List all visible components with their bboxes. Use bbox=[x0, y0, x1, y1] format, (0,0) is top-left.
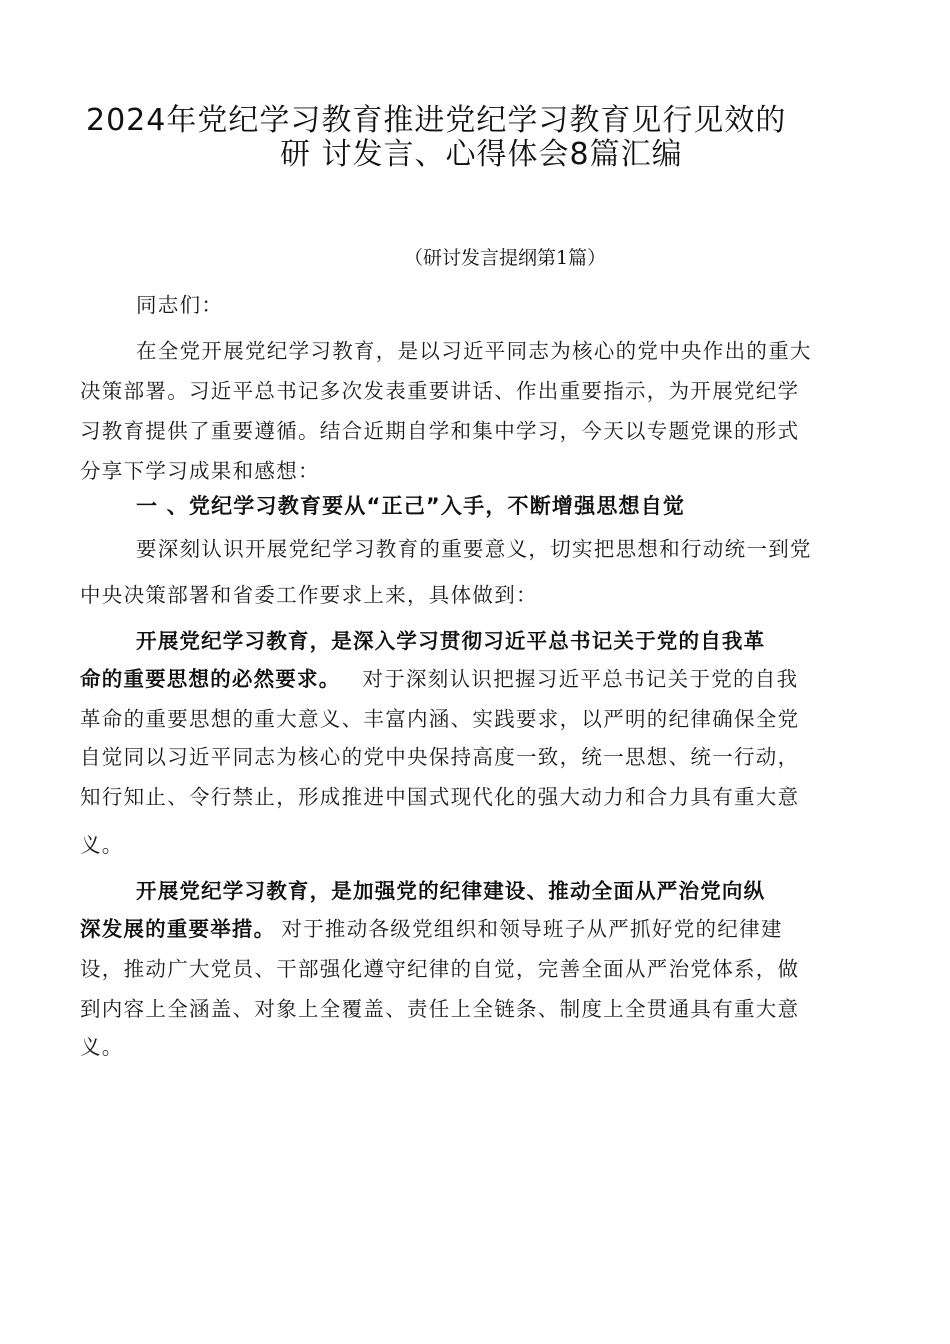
point2-line-4: 到内容上全涵盖、对象上全覆盖、责任上全链条、制度上全贯通具有重大意 bbox=[80, 997, 800, 1021]
point1-line-3: 革命的重要思想的重大意义、丰富内涵、实践要求，以严明的纪律确保全党 bbox=[80, 707, 800, 731]
point1-line-6: 义。 bbox=[80, 833, 124, 857]
point1-line-4: 自觉同以习近平同志为核心的党中央保持高度一致，统一思想、统一行动， bbox=[80, 745, 800, 769]
intro-line-1: 在全党开展党纪学习教育，是以习近平同志为核心的党中央作出的重大 bbox=[136, 339, 812, 363]
point1-line-5: 知行知止、令行禁止，形成推进中国式现代化的强大动力和合力具有重大意 bbox=[80, 785, 800, 809]
point2-line-5: 义。 bbox=[80, 1035, 124, 1059]
point2-line-2 bbox=[80, 912, 880, 942]
point1-bold-line-1: 开展党纪学习教育，是深入学习贯彻习近平总书记关于党的自我革 bbox=[136, 629, 766, 653]
point1-line-2 bbox=[80, 662, 880, 692]
intro-line-4: 分享下学习成果和感想： bbox=[80, 459, 320, 483]
section1-intro-line-1: 要深刻认识开展党纪学习教育的重要意义，切实把思想和行动统一到党 bbox=[136, 537, 812, 561]
section1-heading: 一 、党纪学习教育要从“正己”入手，不断增强思想自觉 bbox=[136, 494, 686, 518]
document-title-line1: 2024年党纪学习教育推进党纪学习教育见行见效的 bbox=[86, 103, 787, 138]
point2-line-3: 设，推动广大党员、干部强化遵守纪律的自觉，完善全面从严治党体系，做 bbox=[80, 957, 800, 981]
intro-line-3: 习教育提供了重要遵循。结合近期自学和集中学习，今天以专题党课的形式 bbox=[80, 419, 800, 443]
intro-line-2: 决策部署。习近平总书记多次发表重要讲话、作出重要指示，为开展党纪学 bbox=[80, 379, 800, 403]
greeting: 同志们： bbox=[136, 293, 224, 317]
point1-bold-line-2: 命的重要思想的必然要求。 bbox=[80, 667, 341, 691]
section1-intro-line-2: 中央决策部署和省委工作要求上来，具体做到： bbox=[80, 583, 538, 607]
document-title-line2: 研 讨发言、心得体会8篇汇编 bbox=[280, 137, 683, 172]
point2-bold-line-2: 深发展的重要举措。 bbox=[80, 917, 276, 941]
point2-line-2-rest: 对于推动各级党组织和领导班子从严抓好党的纪律建 bbox=[281, 917, 783, 941]
point2-bold-line-1: 开展党纪学习教育，是加强党的纪律建设、推动全面从严治党向纵 bbox=[136, 879, 766, 903]
document-subtitle: （研讨发言提纲第1篇） bbox=[404, 247, 607, 269]
point1-line-2-rest: 对于深刻认识把握习近平总书记关于党的自我 bbox=[362, 667, 799, 691]
